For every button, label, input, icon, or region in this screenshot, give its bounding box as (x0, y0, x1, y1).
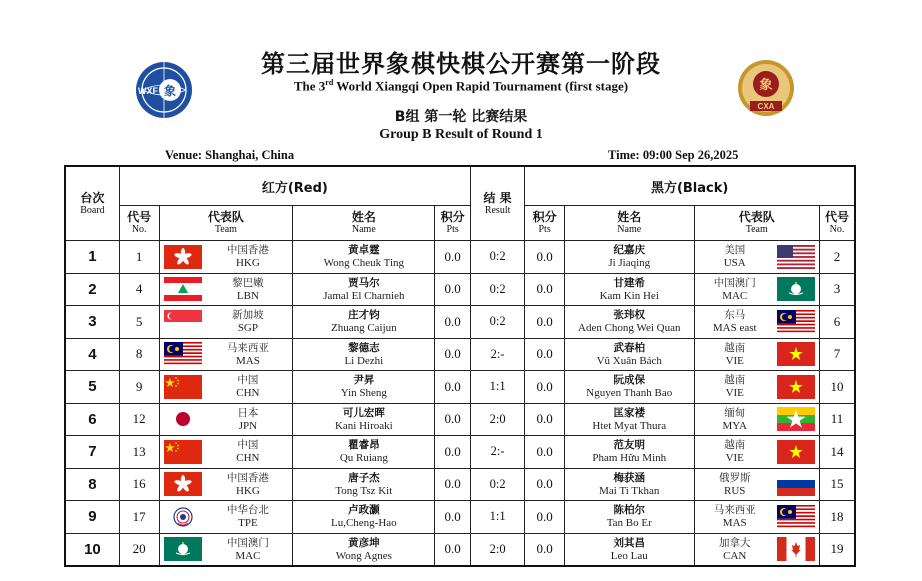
result-header: 结 果 Result (470, 166, 524, 241)
red-team: 中国澳门 MAC (159, 533, 293, 566)
board-number: 6 (65, 403, 119, 436)
red-pts: 0.0 (435, 533, 471, 566)
flag-icon (164, 407, 202, 431)
red-player-name: 可儿宏晖 Kani Hiroaki (293, 403, 435, 436)
svg-text:WXF: WXF (138, 86, 158, 96)
black-player-no: 15 (819, 468, 855, 501)
black-pts: 0.0 (525, 306, 565, 339)
flag-icon (777, 407, 815, 431)
black-team: 中国澳门 MAC (694, 273, 819, 306)
title-chinese: 第三届世界象棋快棋公开赛第一阶段 (261, 50, 661, 78)
board-number: 3 (65, 306, 119, 339)
group-round-chinese: B组 第一轮 比赛结果 (394, 109, 528, 125)
red-player-no: 4 (119, 273, 159, 306)
match-result: 0:2 (470, 468, 524, 501)
red-player-name: 瞿睿昂 Qu Ruiang (293, 436, 435, 469)
table-row (65, 306, 855, 339)
red-player-no: 13 (119, 436, 159, 469)
red-player-name: 唐子杰 Tong Tsz Kit (293, 468, 435, 501)
red-team: 中国 CHN (159, 371, 293, 404)
flag-icon (777, 472, 815, 496)
black-player-no: 14 (819, 436, 855, 469)
black-player-no: 10 (819, 371, 855, 404)
board-number: 10 (65, 533, 119, 566)
flag-icon (164, 505, 202, 529)
red-team: 马来西亚 MAS (159, 338, 293, 371)
red-player-no: 12 (119, 403, 159, 436)
flag-icon (777, 245, 815, 269)
black-team: 俄罗斯 RUS (694, 468, 819, 501)
red-pts: 0.0 (435, 436, 471, 469)
red-no-header: 代号 No. (119, 206, 159, 241)
red-pts: 0.0 (435, 501, 471, 534)
flag-icon (164, 310, 202, 334)
black-team-header: 代表队 Team (694, 206, 819, 241)
board-number: 4 (65, 338, 119, 371)
red-player-no: 17 (119, 501, 159, 534)
black-player-no: 2 (819, 241, 855, 274)
red-pts-header: 积分 Pts (435, 206, 471, 241)
black-pts: 0.0 (525, 371, 565, 404)
board-number: 1 (65, 241, 119, 274)
black-pts: 0.0 (525, 338, 565, 371)
black-pts: 0.0 (525, 273, 565, 306)
results-table (64, 165, 856, 567)
flag-icon (777, 375, 815, 399)
black-pts: 0.0 (525, 468, 565, 501)
match-result: 0:2 (470, 241, 524, 274)
red-team-header: 代表队 Team (159, 206, 293, 241)
black-player-name: 刘其昌 Leo Lau (564, 533, 694, 566)
red-pts: 0.0 (435, 273, 471, 306)
black-pts-header: 积分 Pts (525, 206, 565, 241)
svg-text:象: 象 (759, 78, 773, 93)
flag-icon (777, 342, 815, 366)
red-team: 黎巴嫩 LBN (159, 273, 293, 306)
red-player-no: 9 (119, 371, 159, 404)
board-number: 8 (65, 468, 119, 501)
table-row (65, 338, 855, 371)
black-player-name: 武春柏 Vũ Xuân Bách (564, 338, 694, 371)
flag-icon (777, 310, 815, 334)
match-result: 2:0 (470, 533, 524, 566)
black-player-name: 阮成保 Nguyen Thanh Bao (564, 371, 694, 404)
black-pts: 0.0 (525, 501, 565, 534)
red-team: 中国香港 HKG (159, 468, 293, 501)
table-row (65, 533, 855, 566)
board-number: 7 (65, 436, 119, 469)
flag-icon (164, 472, 202, 496)
red-player-no: 8 (119, 338, 159, 371)
match-result: 0:2 (470, 306, 524, 339)
black-team: 东马 MAS east (694, 306, 819, 339)
red-player-no: 5 (119, 306, 159, 339)
black-name-header: 姓名 Name (564, 206, 694, 241)
black-pts: 0.0 (525, 436, 565, 469)
red-pts: 0.0 (435, 338, 471, 371)
match-result: 0:2 (470, 273, 524, 306)
venue: Venue: Shanghai, China (165, 148, 295, 162)
flag-icon (164, 537, 202, 561)
red-player-name: 尹昇 Yin Sheng (293, 371, 435, 404)
title-english: The 3rd World Xiangqi Open Rapid Tournament (first stage) (293, 78, 629, 94)
black-player-name: 匡家褛 Htet Myat Thura (564, 403, 694, 436)
flag-icon (164, 342, 202, 366)
red-pts: 0.0 (435, 371, 471, 404)
red-pts: 0.0 (435, 468, 471, 501)
board-number: 2 (65, 273, 119, 306)
black-player-name: 甘建希 Kam Kin Hei (564, 273, 694, 306)
black-team: 越南 VIE (694, 436, 819, 469)
black-team: 美国 USA (694, 241, 819, 274)
black-player-no: 18 (819, 501, 855, 534)
black-team: 越南 VIE (694, 371, 819, 404)
black-player-name: 范友明 Pham Hữu Minh (564, 436, 694, 469)
table-row (65, 403, 855, 436)
red-pts: 0.0 (435, 241, 471, 274)
black-player-no: 11 (819, 403, 855, 436)
red-player-no: 20 (119, 533, 159, 566)
black-player-name: 梅获涵 Mai Ti Tkhan (564, 468, 694, 501)
black-pts: 0.0 (525, 241, 565, 274)
red-team: 中华台北 TPE (159, 501, 293, 534)
black-player-name: 纪嘉庆 Ji Jiaqing (564, 241, 694, 274)
black-player-no: 6 (819, 306, 855, 339)
red-side-header: 红方(Red) (119, 166, 470, 206)
table-row (65, 241, 855, 274)
group-round-english: Group B Result of Round 1 (379, 127, 543, 142)
board-number: 5 (65, 371, 119, 404)
red-team: 新加坡 SGP (159, 306, 293, 339)
flag-icon (164, 245, 202, 269)
board-header: 台次 Board (65, 166, 119, 241)
black-player-no: 19 (819, 533, 855, 566)
red-player-name: 贾马尔 Jamal El Charnieh (293, 273, 435, 306)
flag-icon (164, 277, 202, 301)
red-team: 中国 CHN (159, 436, 293, 469)
flag-icon (777, 277, 815, 301)
black-player-name: 张玮权 Aden Chong Wei Quan (564, 306, 694, 339)
red-player-name: 黄卓霆 Wong Cheuk Ting (293, 241, 435, 274)
flag-icon (164, 375, 202, 399)
red-player-name: 黎德志 Li Dezhi (293, 338, 435, 371)
black-no-header: 代号 No. (819, 206, 855, 241)
table-row (65, 371, 855, 404)
match-result: 1:1 (470, 371, 524, 404)
black-pts: 0.0 (525, 403, 565, 436)
table-row (65, 273, 855, 306)
red-name-header: 姓名 Name (293, 206, 435, 241)
red-team: 中国香港 HKG (159, 241, 293, 274)
match-result: 2:- (470, 338, 524, 371)
black-side-header: 黑方(Black) (525, 166, 855, 206)
black-pts: 0.0 (525, 533, 565, 566)
black-team: 缅甸 MYA (694, 403, 819, 436)
time: Time: 09:00 Sep 26,2025 (608, 148, 739, 162)
red-player-no: 1 (119, 241, 159, 274)
black-team: 加拿大 CAN (694, 533, 819, 566)
match-result: 2:- (470, 436, 524, 469)
table-row (65, 468, 855, 501)
black-team: 越南 VIE (694, 338, 819, 371)
red-pts: 0.0 (435, 306, 471, 339)
red-player-name: 卢政灏 Lu,Cheng-Hao (293, 501, 435, 534)
table-row (65, 501, 855, 534)
red-team: 日本 JPN (159, 403, 293, 436)
black-player-no: 3 (819, 273, 855, 306)
flag-icon (777, 505, 815, 529)
table-row (65, 436, 855, 469)
red-player-name: 庄才钧 Zhuang Caijun (293, 306, 435, 339)
flag-icon (164, 440, 202, 464)
black-player-name: 陈柏尔 Tan Bo Er (564, 501, 694, 534)
svg-text:CXA: CXA (757, 102, 775, 111)
red-player-name: 黄彦坤 Wong Agnes (293, 533, 435, 566)
board-number: 9 (65, 501, 119, 534)
black-team: 马来西亚 MAS (694, 501, 819, 534)
flag-icon (777, 537, 815, 561)
flag-icon (777, 440, 815, 464)
red-player-no: 16 (119, 468, 159, 501)
match-result: 1:1 (470, 501, 524, 534)
svg-text:象: 象 (163, 84, 177, 98)
red-pts: 0.0 (435, 403, 471, 436)
black-player-no: 7 (819, 338, 855, 371)
match-result: 2:0 (470, 403, 524, 436)
